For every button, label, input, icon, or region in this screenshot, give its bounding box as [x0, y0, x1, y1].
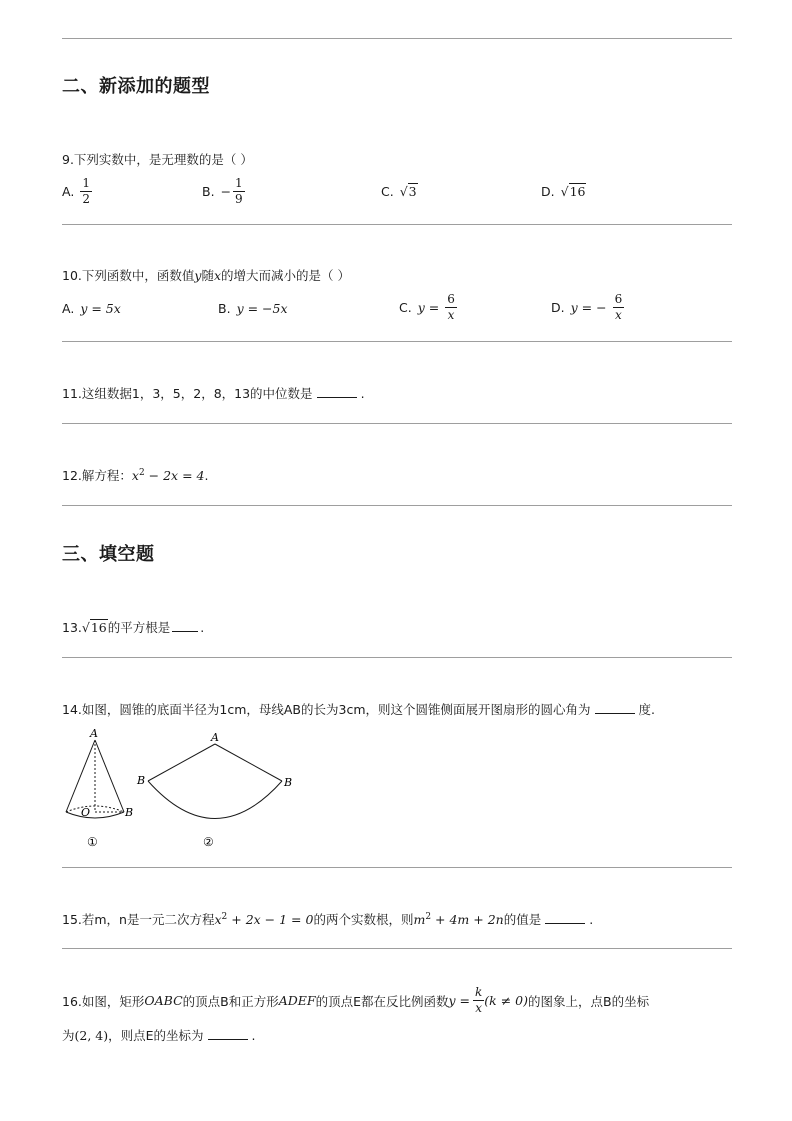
sqrt-expression: √16	[560, 184, 586, 199]
divider	[62, 867, 732, 868]
q10-option-c[interactable]: C. y = $\frac{6}{x}$	[399, 292, 455, 322]
section-title-new-types: 二、新添加的题型	[62, 76, 210, 97]
divider	[62, 505, 732, 506]
fraction: $\frac{k}{x}$	[475, 985, 483, 1015]
cone-label-o: O	[81, 806, 91, 819]
answer-blank	[317, 397, 357, 398]
sqrt-expression: √16	[81, 620, 107, 635]
answer-blank	[172, 631, 198, 632]
sector-label-a: A	[211, 731, 219, 744]
q10-option-b[interactable]: B. y = −5x	[218, 301, 288, 316]
q9-option-c[interactable]: C. √3	[381, 184, 417, 199]
divider	[62, 948, 732, 949]
figure-caption-2: ②	[203, 835, 214, 849]
cone-diagram	[66, 740, 124, 818]
sector-diagram	[148, 744, 282, 819]
cone-figure	[60, 726, 310, 854]
question-13: 13.√16的平方根是 .	[62, 620, 205, 635]
sqrt-expression: √3	[399, 184, 417, 199]
question-16-line-2: 为(2, 4)，则点E的坐标为 .	[62, 1028, 256, 1043]
answer-blank	[208, 1039, 248, 1040]
divider	[62, 657, 732, 658]
question-9-stem: 9.下列实数中，是无理数的是（ ）	[62, 152, 253, 167]
section-title-fill-blank: 三、填空题	[62, 544, 155, 565]
divider	[62, 224, 732, 225]
question-16-line-1: 16.如图，矩形 OABC 的顶点B和正方形 ADEF 的顶点E都在反比例函数 y = $\frac{k}{x}$ (k ≠ 0) 的图象上，点B的坐标	[62, 985, 650, 1015]
figure-caption-1: ①	[87, 835, 98, 849]
question-10-stem: 10.下列函数中，函数值y随x的增大而减小的是（ ）	[62, 268, 351, 283]
sector-label-b-right: B	[284, 776, 293, 789]
question-12: 12.解方程：$x^2 - 2x = 4$.	[62, 467, 209, 483]
fraction: $\frac{1}{9}$	[235, 176, 243, 206]
answer-blank	[545, 923, 585, 924]
q10-option-a[interactable]: A. y = 5x	[62, 301, 121, 316]
q9-option-b[interactable]: B. − $\frac{1}{9}$	[202, 176, 243, 206]
question-15: 15.若m，n是一元二次方程$x^2 + 2x - 1 = 0$的两个实数根，则$m^2 + 4m + 2n$的值是 .	[62, 911, 594, 927]
fraction: $\frac{6}{x}$	[614, 292, 623, 322]
cone-label-b: B	[125, 806, 134, 819]
question-14: 14.如图，圆锥的底面半径为1cm，母线AB的长为3cm，则这个圆锥侧面展开图扇形的圆心角为 度.	[62, 702, 655, 717]
q9-option-a[interactable]: A. $\frac{1}{2}$	[62, 176, 90, 206]
q10-option-d[interactable]: D. y = − $\frac{6}{x}$	[551, 292, 623, 322]
divider	[62, 38, 732, 39]
divider	[62, 341, 732, 342]
answer-blank	[595, 713, 635, 714]
sector-label-b-left: B	[137, 774, 146, 787]
cone-label-a: A	[90, 727, 98, 740]
question-11: 11.这组数据1，3，5，2，8，13的中位数是 .	[62, 386, 365, 401]
fraction: $\frac{6}{x}$	[447, 292, 455, 322]
q9-option-d[interactable]: D. √16	[541, 184, 586, 199]
fraction: $\frac{1}{2}$	[82, 176, 90, 206]
divider	[62, 423, 732, 424]
